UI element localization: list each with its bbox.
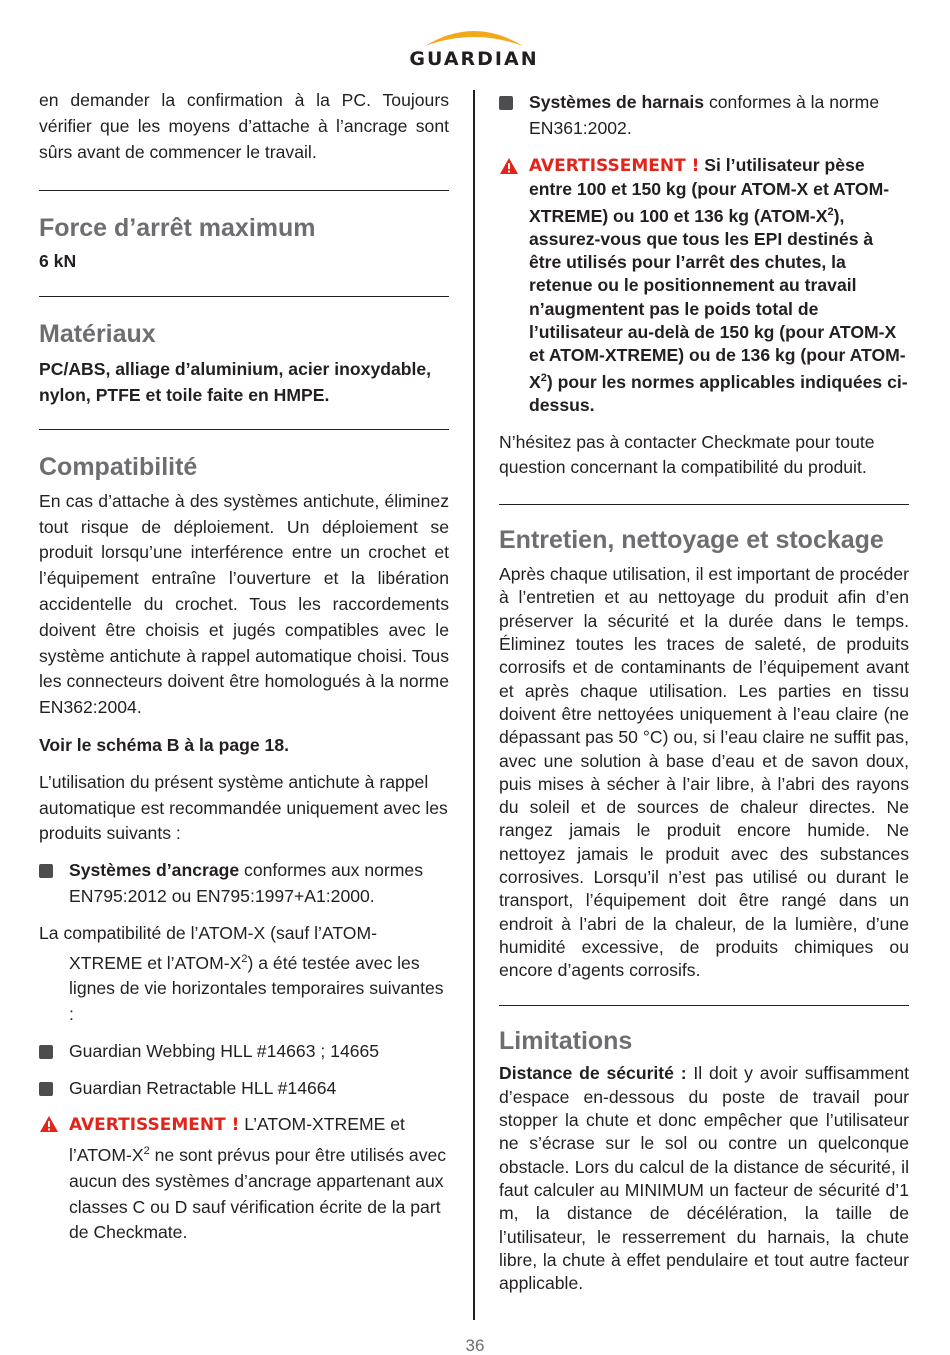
warning-anchor-classes [39, 1112, 449, 1246]
schema-reference: Voir le schéma B à la page 18. [39, 734, 290, 755]
weight-warning-text-b: ), assurez-vous que tous les EPI destinés à être utilisés pour l’arrêt des chutes, la retenue ou le positionnement au travail n’augmentent pas le poids total de l’utilisateur au-delà de 150 kg (pour ATOM-X et ATOM-XTREME) ou de 136 kg (pour ATOM-X [529, 205, 906, 393]
compatibility-section [39, 429, 449, 1246]
left-column [39, 88, 449, 1246]
bullet-webbing-hll: Guardian Webbing HLL #14663 ; 14665 [39, 1039, 449, 1065]
column-divider [473, 90, 475, 1320]
guardian-logo [383, 22, 565, 74]
care-section [499, 504, 909, 982]
intro-paragraph: en demander la confirmation à la PC. Toujours vérifier que les moyens d’attache à l’ancrage sont sûrs avant de commencer le travail. [39, 90, 449, 162]
materials-section [39, 296, 449, 409]
bullet-anchor-systems-bold: Systèmes d’ancrage [69, 860, 240, 881]
recommended-products-intro: L’utilisation du présent système antichute à rappel automatique est recommandée uniquement avec les produits suivants : [39, 771, 448, 844]
materials-heading: Matériaux [39, 320, 156, 349]
limitations-text: Il doit y avoir suffisamment d’espace en-dessous du poste de travail pour stopper la chute et donc empêcher que l’utilisateur ne s’écrase sur le sol ou contre un quelconque obstacle. Lors du calcul de la distance de sécurité, il faut calculer au MINIMUM un facteur de sécurité d’1 m, la distance de décélération, la taille de l’utilisateur, le resserrement du harnais, la chute libre, la chute à effet pendulaire et tout autre facteur applicable. [499, 1063, 909, 1294]
hll-text-a: La compatibilité de l’ATOM-X (sauf l’ATOM-XTREME et l’ATOM-X [39, 922, 377, 973]
weight-warning-text-a: Si l’utilisateur pèse entre 100 et 150 kg (pour ATOM-X et ATOM-XTREME) ou 100 et 136 kg (ATOM-X [529, 154, 890, 226]
limitations-paragraph [499, 1062, 909, 1295]
warning-text-a: L’ATOM-XTREME et l’ATOM-X [69, 1114, 405, 1166]
warning-sup: 2 [143, 1145, 150, 1158]
force-heading: Force d’arrêt maximum [39, 214, 316, 243]
bullet-anchor-systems [39, 858, 449, 910]
care-paragraph: Après chaque utilisation, il est important de procéder à l’entretien et au nettoyage du produit afin d’en préserver la sécurité et la durée dans le temps. Éliminez toutes les traces de saleté, de produits corrosifs et de contaminants de l’équipement avant et après chaque utilisation. Les parties en tissu doivent être nettoyées uniquement à l’eau claire (ne dépassant pas 50 °C) ou, si l’eau claire ne suffit pas, avec une solution à base d’eau et de savon doux, puis mises à sécher à l’air libre, à l’abri des rayons du soleil et de sources de chaleur directes. Ne rangez jamais le produit encore humide. Ne nettoyez jamais le produit avec des substances corrosives. Lorsqu’il n’est pas utilisé ou durant le transport, l’équipement doit être rangé dans un endroit à l’abri de la chaleur, de la lumière, d’une humidité excessive, de produits chimiques ou encore d’agents corrosifs. [499, 564, 909, 981]
safety-distance-lead: Distance de sécurité : [499, 1063, 687, 1084]
hll-compatibility-paragraph [39, 921, 449, 1028]
warning-label: AVERTISSEMENT ! [69, 1115, 240, 1136]
bullet-harness-text: conformes à la norme EN361:2002. [529, 92, 880, 138]
bullet-retractable-hll: Guardian Retractable HLL #14664 [39, 1076, 449, 1102]
warning-triangle-icon [499, 157, 519, 175]
force-value: 6 kN [39, 251, 77, 272]
warning-label: AVERTISSEMENT ! [529, 155, 700, 176]
force-section [39, 190, 449, 275]
limitations-heading: Limitations [499, 1027, 633, 1056]
bullet-harness-systems [499, 90, 909, 142]
hll-text-b: ) a été testée avec les lignes de vie horizontales temporaires suivantes : [69, 952, 444, 1024]
hll-sup: 2 [241, 952, 248, 965]
bullet-anchor-systems-text: conformes aux normes EN795:2012 ou EN795:1997+A1:2000. [69, 860, 424, 906]
warning-user-weight [499, 154, 909, 418]
compatibility-heading: Compatibilité [39, 452, 198, 481]
limitations-section [499, 1005, 909, 1295]
weight-warning-text-c: ) pour les normes applicables indiquées ci-dessus. [529, 372, 908, 416]
warning-triangle-icon [39, 1115, 59, 1133]
right-column [499, 88, 909, 1295]
compatibility-paragraph: En cas d’attache à des systèmes antichute, éliminez tout risque de déploiement. Un déploiement se produit lorsqu’une interférence entre un crochet et l’équipement entraîne l’ouverture et la libération accidentelle du crochet. Tous les raccordements doivent être choisis et jugés compatibles avec le système antichute à rappel automatique choisi. Tous les connecteurs doivent être homologués à la norme EN362:2004. [39, 490, 449, 718]
bullet-harness-bold: Systèmes de harnais [529, 92, 705, 112]
care-heading: Entretien, nettoyage et stockage [499, 526, 884, 555]
page-number: 36 [465, 1336, 485, 1355]
logo-wordmark: GUARDIAN [409, 48, 539, 70]
materials-text: PC/ABS, alliage d’aluminium, acier inoxydable, nylon, PTFE et toile faite en HMPE. [39, 359, 432, 405]
contact-paragraph: N’hésitez pas à contacter Checkmate pour toute question concernant la compatibilité du produit. [499, 431, 875, 478]
weight-warning-sup-1: 2 [827, 206, 834, 218]
weight-warning-sup-2: 2 [540, 372, 547, 385]
warning-text-b: ne sont prévus pour être utilisés avec aucun des systèmes d’ancrage appartenant aux classes C ou D sauf vérification écrite de la part de Checkmate. [69, 1145, 447, 1243]
